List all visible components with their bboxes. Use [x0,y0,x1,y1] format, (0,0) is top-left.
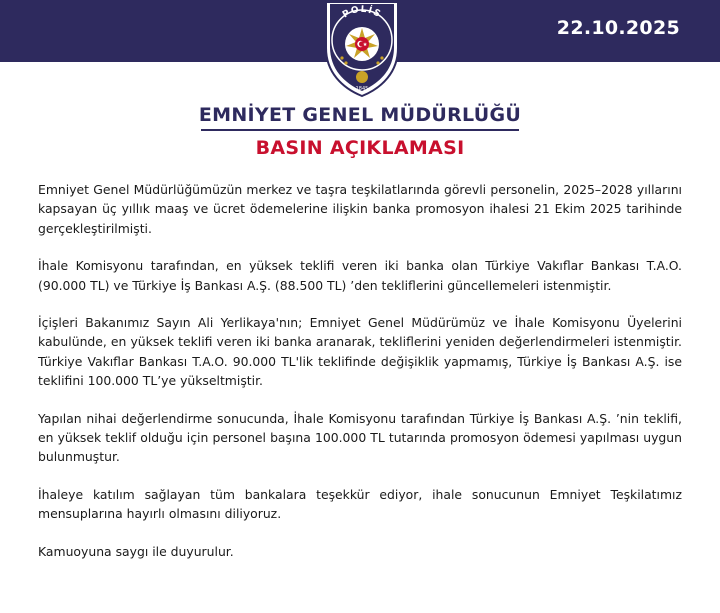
document-title: EMNİYET GENEL MÜDÜRLÜĞÜ [198,104,522,126]
paragraph-4: Yapılan nihai değerlendirme sonucunda, İhale Komisyonu tarafından Türkiye İş Bankası A.Ş. ’nin teklifi, en yüksek teklif olduğu için personel başına 100.000 TL tutarında promosyon ödemesi yapılması uygun bulunmuştur. [38,410,682,465]
paragraph-1: Emniyet Genel Müdürlüğümüzün merkez ve taşra teşkilatlarında görevli personelin, 2025–2028 yıllarını kapsayan üç yıllık maaş ve ücret ödemelerine ilişkin banka promosyon ihalesi 21 Ekim 2025 tarihinde gerçekleştirilmişti. [38,182,682,236]
paragraph-5: İhaleye katılım sağlayan tüm bankalara teşekkür ediyor, ihale sonucunun Emniyet Teşkilatımız mensuplarına hayırlı olmasını diliyoruz. [38,486,682,522]
press-release-body [38,180,682,579]
title-underline [201,129,519,131]
paragraph-3: İçişleri Bakanımız Sayın Ali Yerlikaya'nın; Emniyet Genel Müdürümüz ve İhale Komisyonu Üyelerini kabulünde, en yüksek teklifi veren iki banka aranarak, tekliflerini yeniden değerlendirmeleri istenmiştir. Türkiye Vakıflar Bankası T.A.O. 90.000 TL'lik teklifinde değişiklik yapmamış, Türkiye İş Bankası A.Ş. ise teklifini 100.000 TL’ye yükseltmiştir. [38,315,682,389]
paragraph-6: Kamuoyuna saygı ile duyurulur. [38,543,234,559]
emblem-year: 1845 [355,86,369,92]
paragraph-2: İhale Komisyonu tarafından, en yüksek teklifi veren iki banka olan Türkiye Vakıflar Bankası T.A.O. (90.000 TL) ve Türkiye İş Bankası A.Ş. (88.500 TL) ’den tekliflerini güncellemeleri istenmiştir. [38,258,682,293]
police-emblem-icon [320,0,404,98]
document-subtitle: BASIN AÇIKLAMASI [255,137,465,159]
press-release-date: 22.10.2025 [556,17,680,39]
emblem-label: POLİS [341,4,383,21]
